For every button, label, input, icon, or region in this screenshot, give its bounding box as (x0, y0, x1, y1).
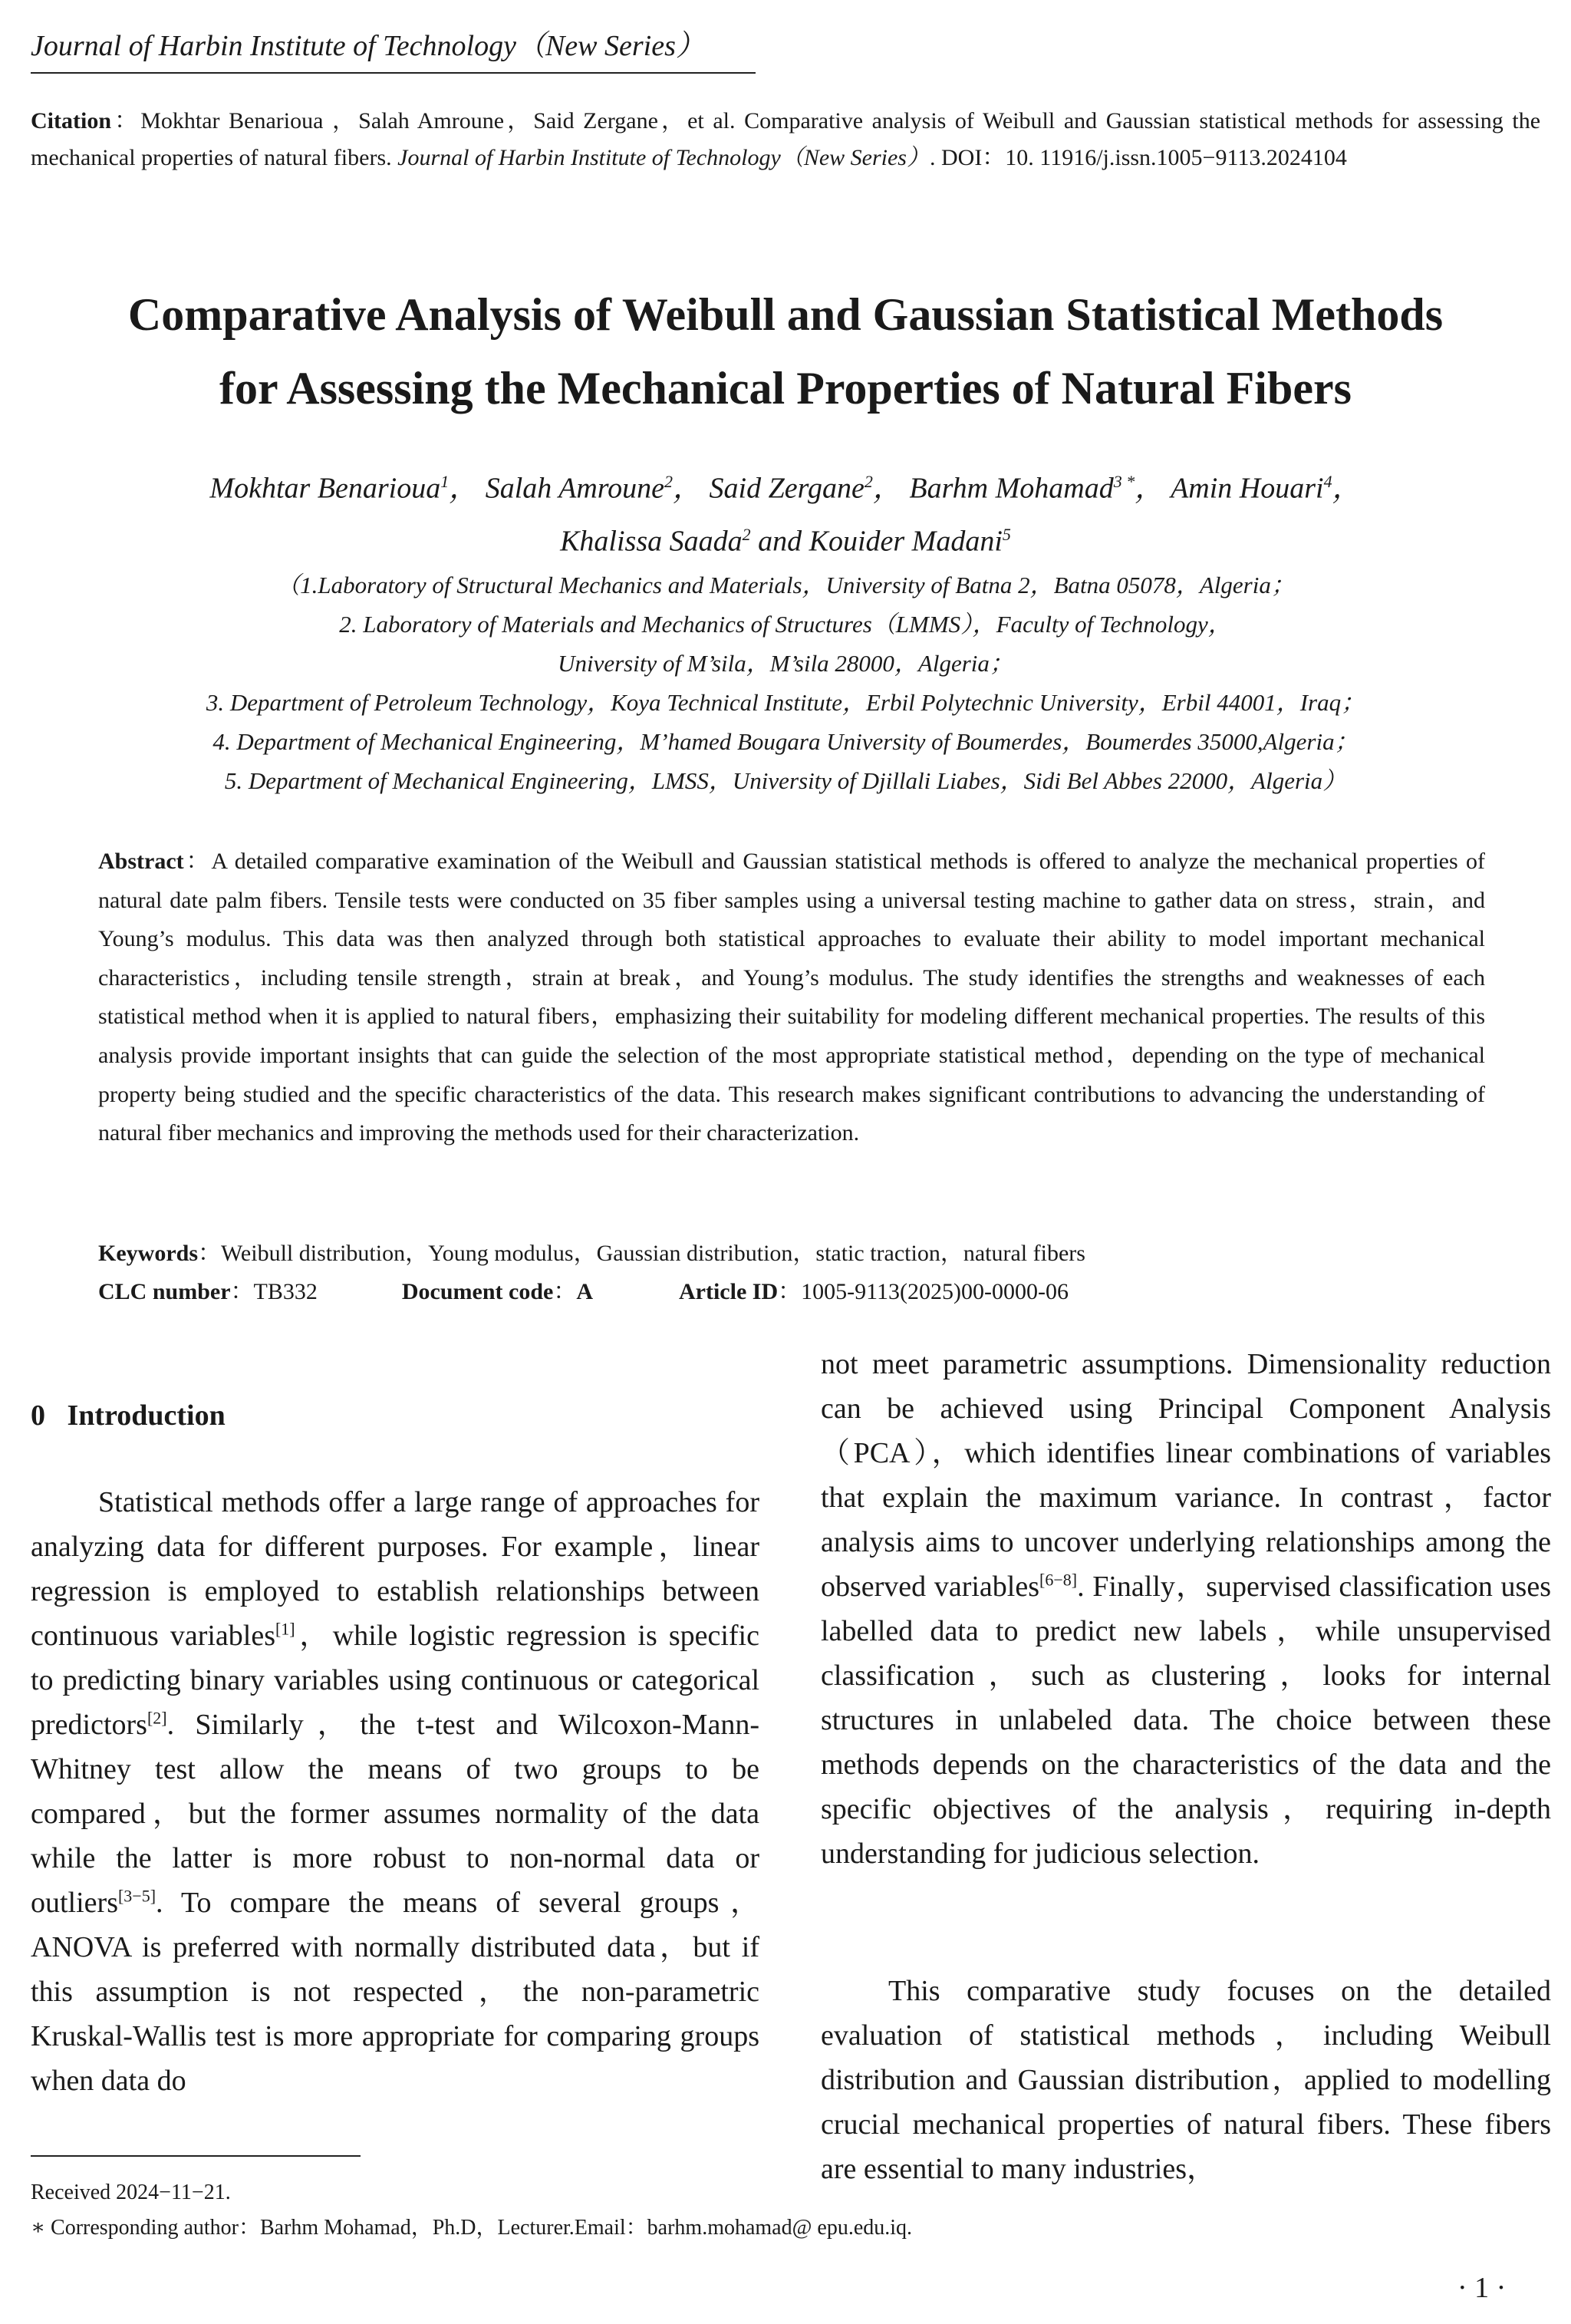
author: Khalissa Saada (560, 525, 743, 558)
citation-ref: [6−8] (1039, 1570, 1078, 1590)
doc-code-label: Document code (401, 1279, 554, 1304)
article-id-label: Article ID (679, 1279, 779, 1304)
intro-paragraph-left (31, 1480, 759, 2103)
journal-header: Journal of Harbin Institute of Technology（New Series） (31, 30, 705, 62)
body-text: ，while logistic regression is specific to predicting binary variables using continuous or categorical predictors (31, 1620, 759, 1741)
intro-paragraph-right-2 (821, 1969, 1551, 2191)
author-affiliation-mark: 4 (1323, 472, 1332, 491)
header-rule (31, 72, 756, 74)
title-line-2: for Assessing the Mechanical Properties of Natural Fibers (219, 363, 1352, 414)
author-affiliation-mark: 2 (664, 472, 674, 491)
article-id-value: 1005-9113(2025)00-0000-06 (801, 1279, 1069, 1304)
corresponding-author-note: ∗ Corresponding author：Barhm Mohamad，Ph.D，Lecturer.Email：barhm.mohamad@ epu.edu.iq. (31, 2216, 913, 2240)
clc-label: CLC number (98, 1279, 231, 1304)
citation-ref: [2] (147, 1708, 167, 1728)
affiliation: University of M’sila，M’sila 28000，Algeria； (558, 650, 1013, 677)
citation-doi: . DOI：10. 11916/j.issn.1005−9113.2024104 (929, 145, 1347, 170)
abstract-label: Abstract (98, 849, 184, 874)
author-affiliation-mark: 2 (742, 524, 751, 544)
citation-ref: [1] (275, 1619, 295, 1639)
citation-block (31, 103, 1540, 176)
citation-sep: ： (111, 108, 141, 134)
citation-journal: Journal of Harbin Institute of Technology（New Series） (397, 145, 930, 170)
doc-code-sep: ： (553, 1279, 577, 1304)
section-number: 0 (31, 1399, 45, 1432)
affiliation: （1.Laboratory of Structural Mechanics and Materials，University of Batna 2，Batna 05078，Algeria； (276, 572, 1295, 598)
keywords-sep: ： (198, 1241, 221, 1266)
paper-title (31, 278, 1540, 425)
author: Mokhtar Benarioua (209, 472, 441, 505)
author-affiliation-mark: 3 * (1113, 472, 1135, 491)
footnote-rule (31, 2155, 361, 2157)
body-text: . To compare the means of several groups，ANOVA is preferred with normally distributed data，but if this assumption is not respected，the non-parametric Kruskal-Wallis test is more appropriate for comparing groups when data do (31, 1887, 759, 2097)
author-separator: ， (449, 472, 479, 505)
citation-ref: [3−5] (117, 1886, 156, 1906)
author-separator: ， (1332, 472, 1362, 505)
author-separator: ， (1135, 472, 1164, 505)
section-title: Introduction (67, 1399, 226, 1432)
keywords-text: Weibull distribution，Young modulus，Gaussian distribution，static traction，natural fibers (221, 1241, 1085, 1266)
keywords-label: Keywords (98, 1241, 198, 1266)
title-line-1: Comparative Analysis of Weibull and Gaussian Statistical Methods (127, 289, 1444, 340)
author-affiliation-mark: 1 (440, 472, 450, 491)
body-text: not meet parametric assumptions. Dimensionality reduction can be achieved using Principal Component Analysis（PCA），which identifies linear combinations of variables that explain the maximum variance. In contrast，factor analysis aims to uncover underlying relationships among the observed variables (821, 1348, 1551, 1603)
body-text: Statistical methods offer a large range of approaches for analyzing data for different purposes. For example，linear regression is employed to establish relationships between continuous variables (31, 1486, 759, 1652)
clc-value: TB332 (253, 1279, 318, 1304)
abstract-text: A detailed comparative examination of the Weibull and Gaussian statistical methods is offered to analyze the mechanical properties of natural date palm fibers. Tensile tests were conducted on 35 fiber samples using a universal testing machine to gather data on stress，strain，and Young’s modulus. This data was then analyzed through both statistical approaches to evaluate their ability to model important mechanical characteristics，including tensile strength，strain at break，and Young’s modulus. The study identifies the strengths and weaknesses of each statistical method when it is applied to natural fibers，emphasizing their suitability for modeling different mechanical properties. The results of this analysis provide important insights that can guide the selection of the most appropriate statistical method，depending on the type of mechanical property being studied and the specific characteristics of the data. This research makes significant contributions to advancing the understanding of natural fiber mechanics and improving the methods used for their characterization. (98, 849, 1486, 1146)
author-list (31, 459, 1540, 564)
received-date: Received 2024−11−21. (31, 2181, 231, 2204)
classification-line (98, 1273, 1069, 1311)
affiliation: 4. Department of Mechanical Engineering，M’hamed Bougara University of Boumerdes，Boumerdes 35000,Algeria； (212, 728, 1359, 755)
keywords-line (98, 1235, 1085, 1273)
citation-authors: Mokhtar Benarioua ，Salah Amroune，Said Zergane，et al. Comparative analysis of Weibull and Gaussian statistical methods for assessing the mechanical properties of natural fibers. (31, 108, 1541, 170)
section-heading (31, 1399, 226, 1432)
body-text: . Finally，supervised classification uses labelled data to predict new labels，while unsupervised classification，such as clustering，looks for internal structures in unlabeled data. The choice between these methods depends on the characteristics of the data and the specific objectives of the analysis，requiring in-depth understanding for judicious selection. (821, 1571, 1551, 1870)
author: Barhm Mohamad (909, 472, 1114, 505)
body-text: This comparative study focuses on the detailed evaluation of statistical methods，including Weibull distribution and Gaussian distribution，applied to modelling crucial mechanical properties of natural fibers. These fibers are essential to many industries， (821, 1975, 1551, 2185)
affiliation-list (31, 565, 1540, 800)
affiliation: 3. Department of Petroleum Technology，Koya Technical Institute，Erbil Polytechnic University，Erbil 44001，Iraq； (206, 689, 1365, 716)
author-affiliation-mark: 5 (1002, 524, 1011, 544)
author-affiliation-mark: 2 (864, 472, 873, 491)
doc-code-value: A (576, 1279, 593, 1304)
author: Said Zergane (709, 472, 865, 505)
body-text: . Similarly，the t-test and Wilcoxon-Mann-Whitney test allow the means of two groups to be compared，but the former assumes normality of the data while the latter is more robust to non-normal data or outliers (31, 1709, 759, 1919)
page-number: · 1 · (1457, 2272, 1507, 2304)
article-id-sep: ： (778, 1279, 802, 1304)
clc-sep: ： (230, 1279, 254, 1304)
author-separator: ， (872, 472, 902, 505)
abstract (98, 842, 1485, 1153)
intro-paragraph-right-1 (821, 1342, 1551, 1876)
author-separator: and (750, 525, 809, 558)
affiliation: 5. Department of Mechanical Engineering，LMSS，University of Djillali Liabes，Sidi Bel Abbes 22000，Algeria） (224, 767, 1347, 794)
author: Salah Amroune (485, 472, 665, 505)
author: Kouider Madani (809, 525, 1003, 558)
abstract-sep: ： (183, 849, 212, 874)
author: Amin Houari (1171, 472, 1324, 505)
author-separator: ， (673, 472, 703, 505)
affiliation: 2. Laboratory of Materials and Mechanics of Structures（LMMS），Faculty of Technology， (339, 611, 1232, 638)
citation-label: Citation (31, 108, 111, 134)
